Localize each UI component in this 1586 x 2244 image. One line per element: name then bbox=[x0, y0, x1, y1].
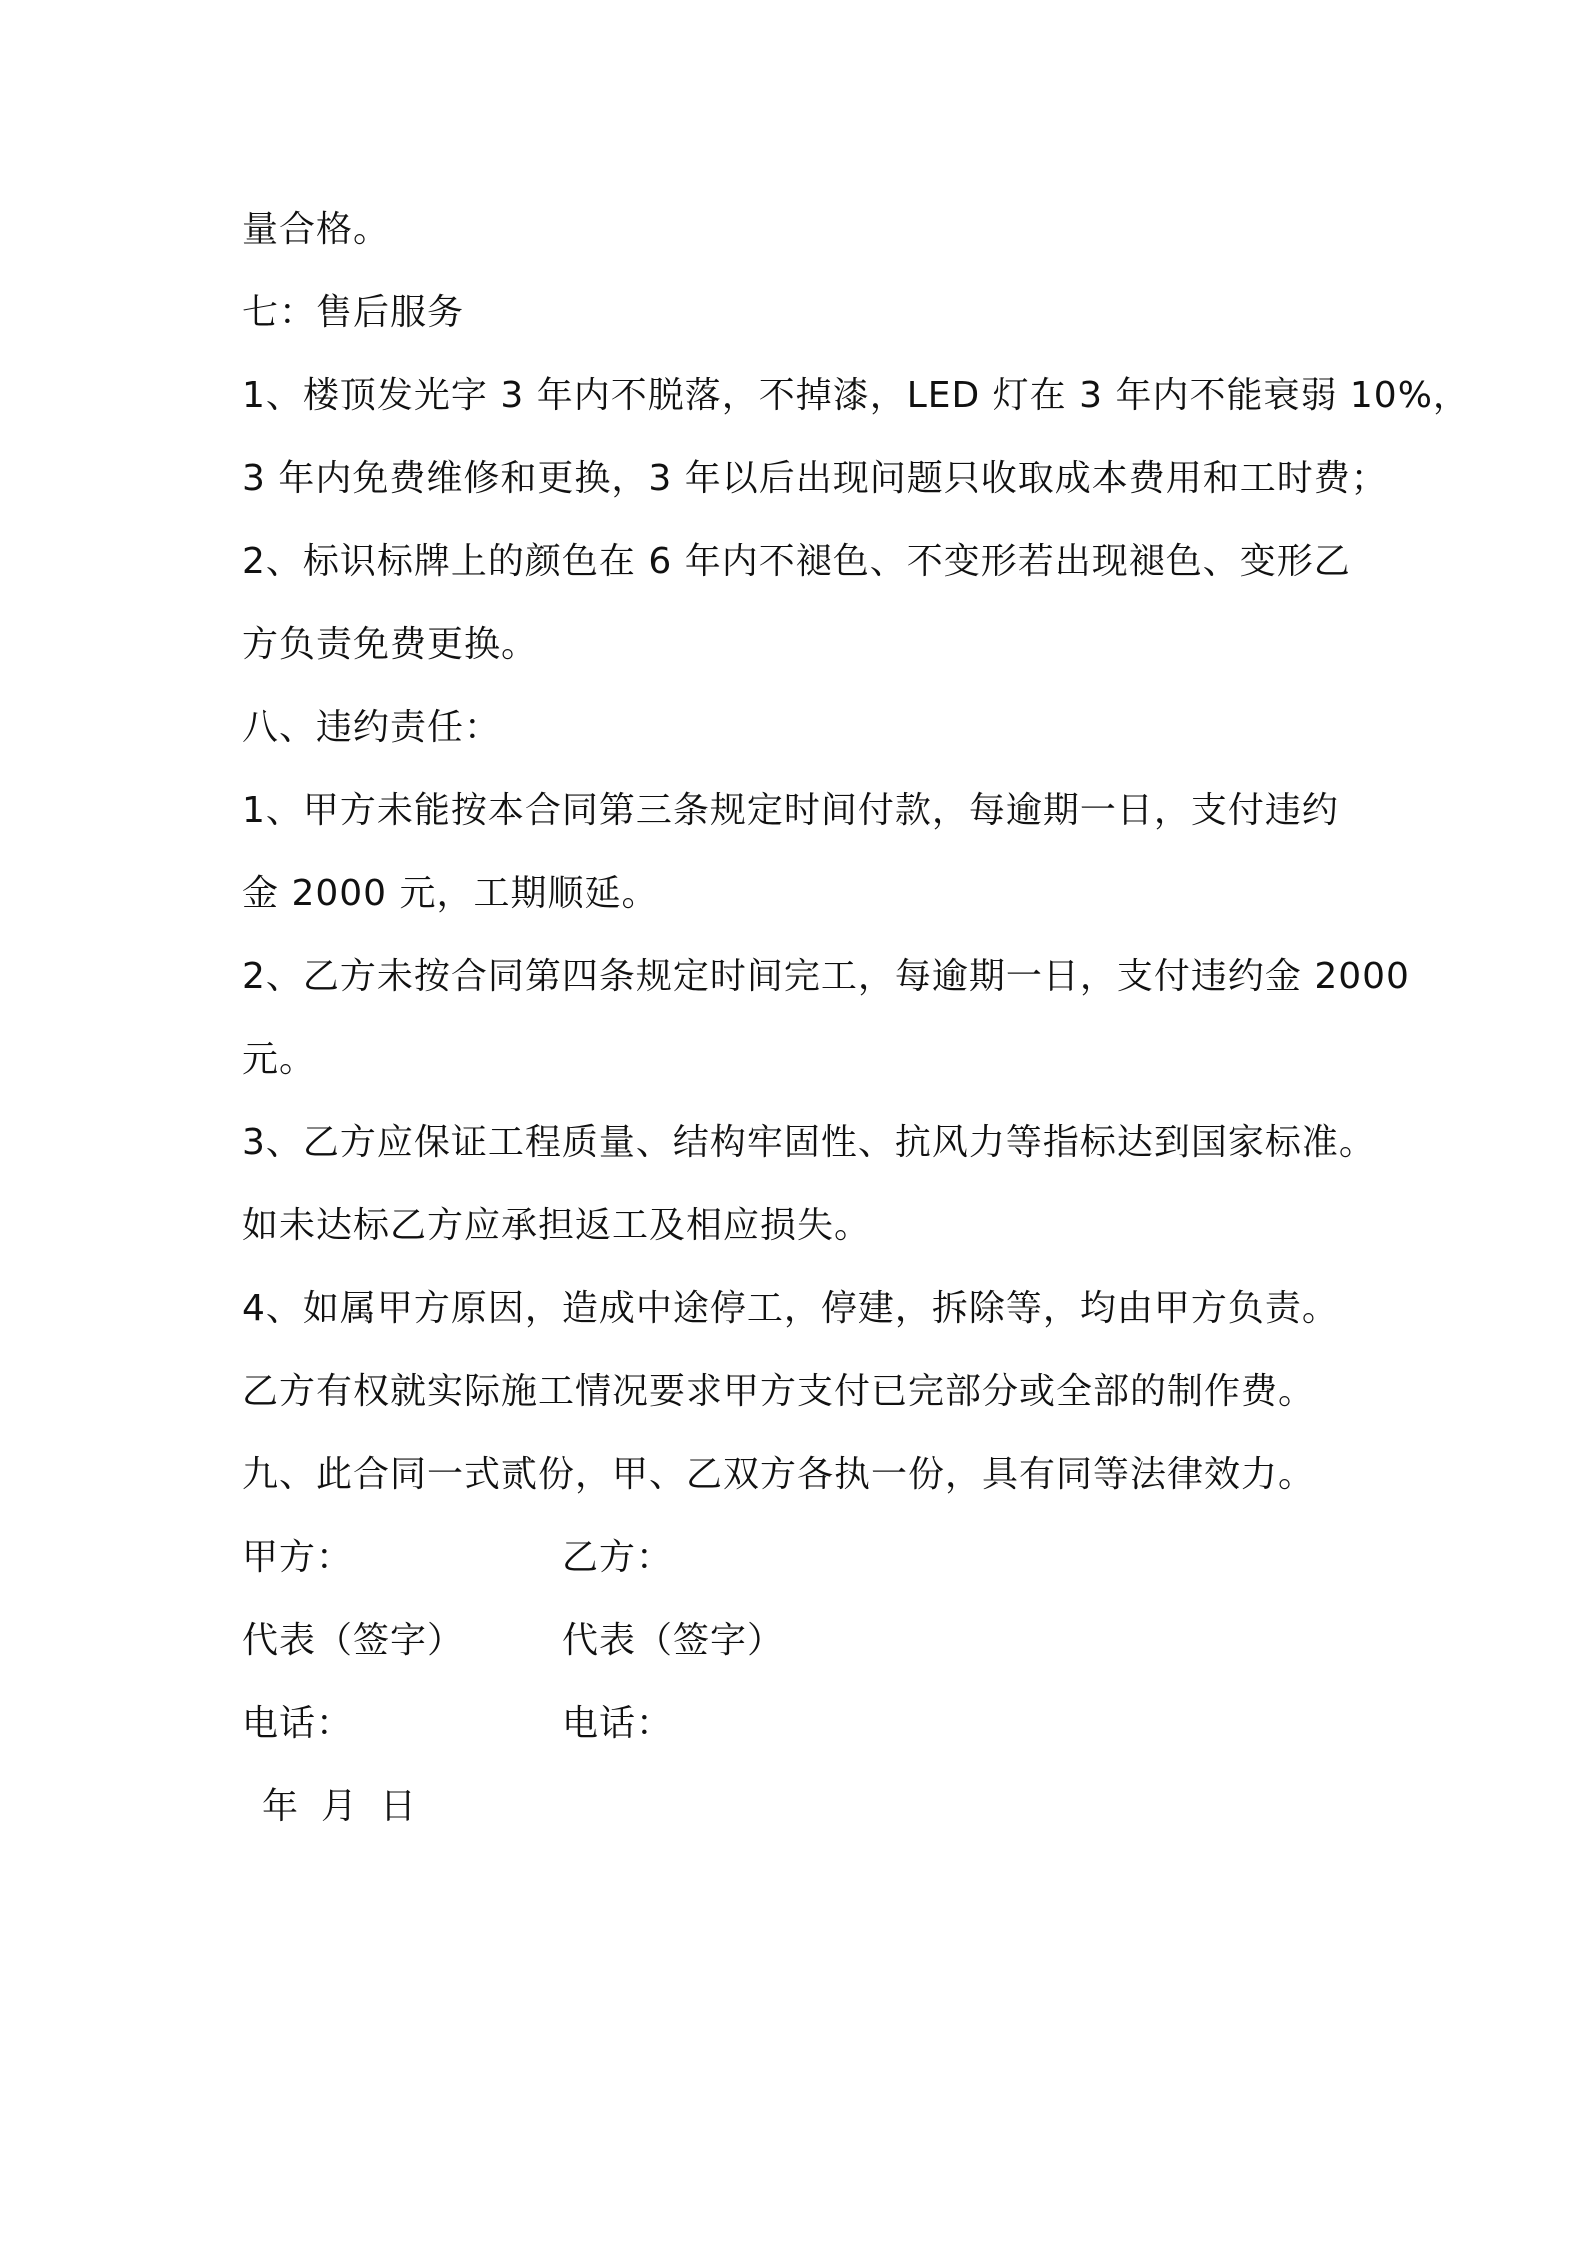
text-line-11: 元。 bbox=[242, 1039, 317, 1080]
text-line-8: 1、甲方未能按本合同第三条规定时间付款，每逾期一日，支付违约 bbox=[242, 790, 1339, 831]
rep-b-label: 代表（签字） bbox=[562, 1620, 785, 1661]
text-line-5: 2、标识标牌上的颜色在 6 年内不褪色、不变形若出现褪色、变形乙 bbox=[242, 541, 1351, 582]
section-7-heading: 七：售后服务 bbox=[242, 292, 465, 333]
text-line-15: 乙方有权就实际施工情况要求甲方支付已完部分或全部的制作费。 bbox=[242, 1371, 1316, 1412]
text-line-13: 如未达标乙方应承担返工及相应损失。 bbox=[242, 1205, 872, 1246]
date-day: 日 bbox=[380, 1786, 418, 1827]
text-line-1: 量合格。 bbox=[242, 209, 391, 250]
party-a-label: 甲方： bbox=[242, 1537, 354, 1578]
text-line-9: 金 2000 元，工期顺延。 bbox=[242, 873, 659, 914]
text-line-3: 1、楼顶发光字 3 年内不脱落，不掉漆，LED 灯在 3 年内不能衰弱 10%， bbox=[242, 375, 1470, 416]
text-line-6: 方负责免费更换。 bbox=[242, 624, 539, 665]
text-line-12: 3、乙方应保证工程质量、结构牢固性、抗风力等指标达到国家标准。 bbox=[242, 1122, 1376, 1163]
text-line-14: 4、如属甲方原因，造成中途停工，停建，拆除等，均由甲方负责。 bbox=[242, 1288, 1339, 1329]
section-9-text: 九、此合同一式贰份，甲、乙双方各执一份，具有同等法律效力。 bbox=[242, 1454, 1316, 1495]
text-line-4: 3 年内免费维修和更换，3 年以后出现问题只收取成本费用和工时费； bbox=[242, 458, 1388, 499]
date-month: 月 bbox=[321, 1786, 359, 1827]
text-line-10: 2、乙方未按合同第四条规定时间完工，每逾期一日，支付违约金 2000 bbox=[242, 956, 1410, 997]
date-line bbox=[262, 1785, 439, 1829]
rep-a-label: 代表（签字） bbox=[242, 1620, 465, 1661]
party-b-label: 乙方： bbox=[562, 1537, 674, 1578]
phone-b-label: 电话： bbox=[562, 1703, 674, 1744]
date-year: 年 bbox=[262, 1786, 300, 1827]
phone-a-label: 电话： bbox=[242, 1703, 354, 1744]
section-8-heading: 八、违约责任： bbox=[242, 707, 502, 748]
